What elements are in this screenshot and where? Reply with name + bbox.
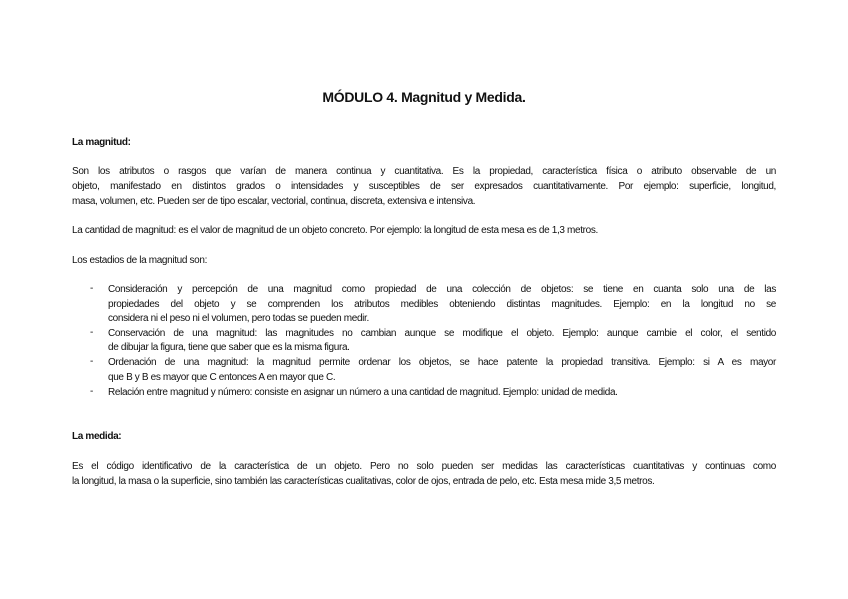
bullet-line: Ordenación de una magnitud: la magnitud permite ordenar los objetos, se hace patente la propiedad transitiva. Ejemplo: si A es mayor — [108, 357, 776, 368]
bullet-marker: - — [90, 386, 94, 397]
paragraph-line: masa, volumen, etc. Pueden ser de tipo escalar, vectorial, continua, discreta, extensiva e intensiva. — [72, 196, 476, 207]
bullet-line: Conservación de una magnitud: las magnitudes no cambian aunque se modifique el objeto. Ejemplo: aunque cambie el color, el sentido — [108, 328, 776, 339]
section-heading-magnitud: La magnitud: — [72, 137, 131, 148]
bullet-line: de dibujar la figura, tiene que saber que es la misma figura. — [108, 342, 350, 353]
bullet-line: propiedades del objeto y se comprenden los atributos medibles obteniendo distintas magnitudes. Ejemplo: en la longitud no se — [108, 299, 776, 310]
paragraph-line: objeto, manifestado en distintos grados o intensidades y susceptibles de ser expresados cuantitativamente. Por ejemplo: superficie, longitud, — [72, 181, 776, 192]
bullet-line: que B y B es mayor que C entonces A en mayor que C. — [108, 372, 336, 383]
section-heading-medida: La medida: — [72, 431, 122, 442]
bullet-marker: - — [90, 283, 94, 294]
paragraph-cantidad: La cantidad de magnitud: es el valor de magnitud de un objeto concreto. Por ejemplo: la longitud de esta mesa es de 1,3 metros. — [72, 225, 598, 236]
paragraph-line: Son los atributos o rasgos que varían de manera continua y cuantitativa. Es la propiedad, característica física o atributo observable de un — [72, 166, 776, 177]
bullet-line: Consideración y percepción de una magnitud como propiedad de una colección de objetos: se tiene en cuanta solo una de las — [108, 284, 776, 295]
bullet-line: Relación entre magnitud y número: consiste en asignar un número a una cantidad de magnitud. Ejemplo: unidad de medida. — [108, 387, 618, 398]
paragraph-line: la longitud, la masa o la superficie, sino también las características cualitativas, color de ojos, entrada de pelo, etc. Esta mesa mide 3,5 metros. — [72, 476, 655, 487]
bullet-marker: - — [90, 356, 94, 367]
bullet-marker: - — [90, 327, 94, 338]
paragraph-line: Es el código identificativo de la característica de un objeto. Pero no solo pueden ser medidas las características cuantitativas y continuas como — [72, 461, 776, 472]
page-title: MÓDULO 4. Magnitud y Medida. — [322, 89, 526, 105]
paragraph-estadios: Los estadios de la magnitud son: — [72, 255, 208, 266]
bullet-line: considera ni el peso ni el volumen, pero todas se pueden medir. — [108, 313, 369, 324]
